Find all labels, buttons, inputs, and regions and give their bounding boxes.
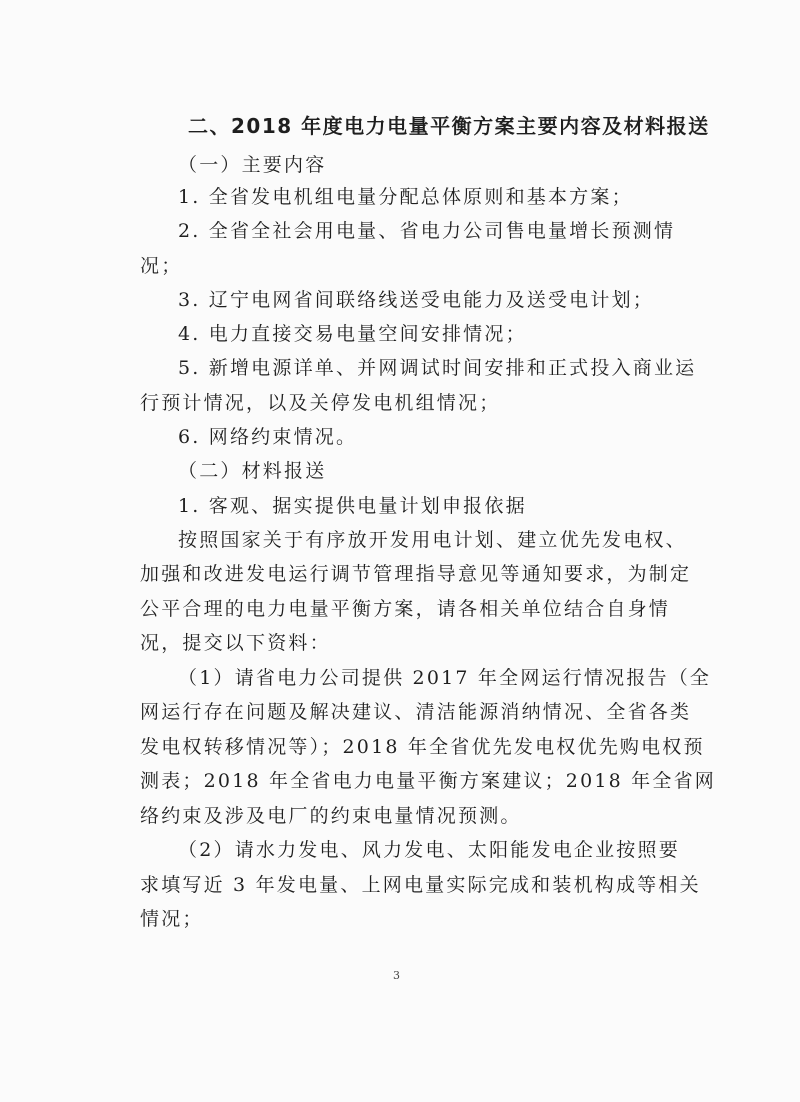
list-item: 1. 全省发电机组电量分配总体原则和基本方案； [178, 186, 633, 208]
paragraph-line: 按照国家关于有序放开发用电计划、建立优先发电权、 [178, 529, 687, 551]
list-item: 1. 客观、据实提供电量计划申报依据 [178, 495, 527, 517]
list-item: 2. 全省全社会用电量、省电力公司售电量增长预测情 [178, 220, 676, 242]
paragraph-line: 网运行存在问题及解决建议、清洁能源消纳情况、全省各类 [140, 701, 692, 723]
paragraph-line: 加强和改进发电运行调节管理指导意见等通知要求，为制定 [140, 563, 692, 585]
list-item: 4. 电力直接交易电量空间安排情况； [178, 323, 527, 345]
list-item: 5. 新增电源详单、并网调试时间安排和正式投入商业运 [178, 357, 697, 379]
paragraph-line: （2）请水力发电、风力发电、太阳能发电企业按照要 [178, 839, 680, 861]
subheading-main-content: （一）主要内容 [178, 154, 327, 176]
list-item: 3. 辽宁电网省间联络线送受电能力及送受电计划； [178, 289, 654, 311]
paragraph-line: 公平合理的电力电量平衡方案，请各相关单位结合自身情 [140, 598, 671, 620]
section-heading: 二、2018 年度电力电量平衡方案主要内容及材料报送 [188, 114, 710, 138]
paragraph-line: 测表；2018 年全省电力电量平衡方案建议；2018 年全省网 [140, 770, 716, 792]
subheading-materials: （二）材料报送 [178, 460, 327, 482]
page-number: 3 [393, 969, 400, 982]
paragraph-line: 求填写近 3 年发电量、上网电量实际完成和装机构成等相关 [140, 874, 701, 896]
list-item-continuation: 行预计情况，以及关停发电机组情况； [140, 392, 501, 414]
list-item-continuation: 况； [140, 255, 183, 277]
paragraph-line: 发电权转移情况等）；2018 年全省优先发电权优先购电权预 [140, 736, 705, 758]
paragraph-line: 况，提交以下资料： [140, 632, 331, 654]
paragraph-line: 情况； [140, 908, 204, 930]
paragraph-line: 络约束及涉及电厂的约束电量情况预测。 [140, 805, 522, 827]
list-item: 6. 网络约束情况。 [178, 426, 358, 448]
paragraph-line: （1）请省电力公司提供 2017 年全网运行情况报告（全 [178, 667, 712, 689]
